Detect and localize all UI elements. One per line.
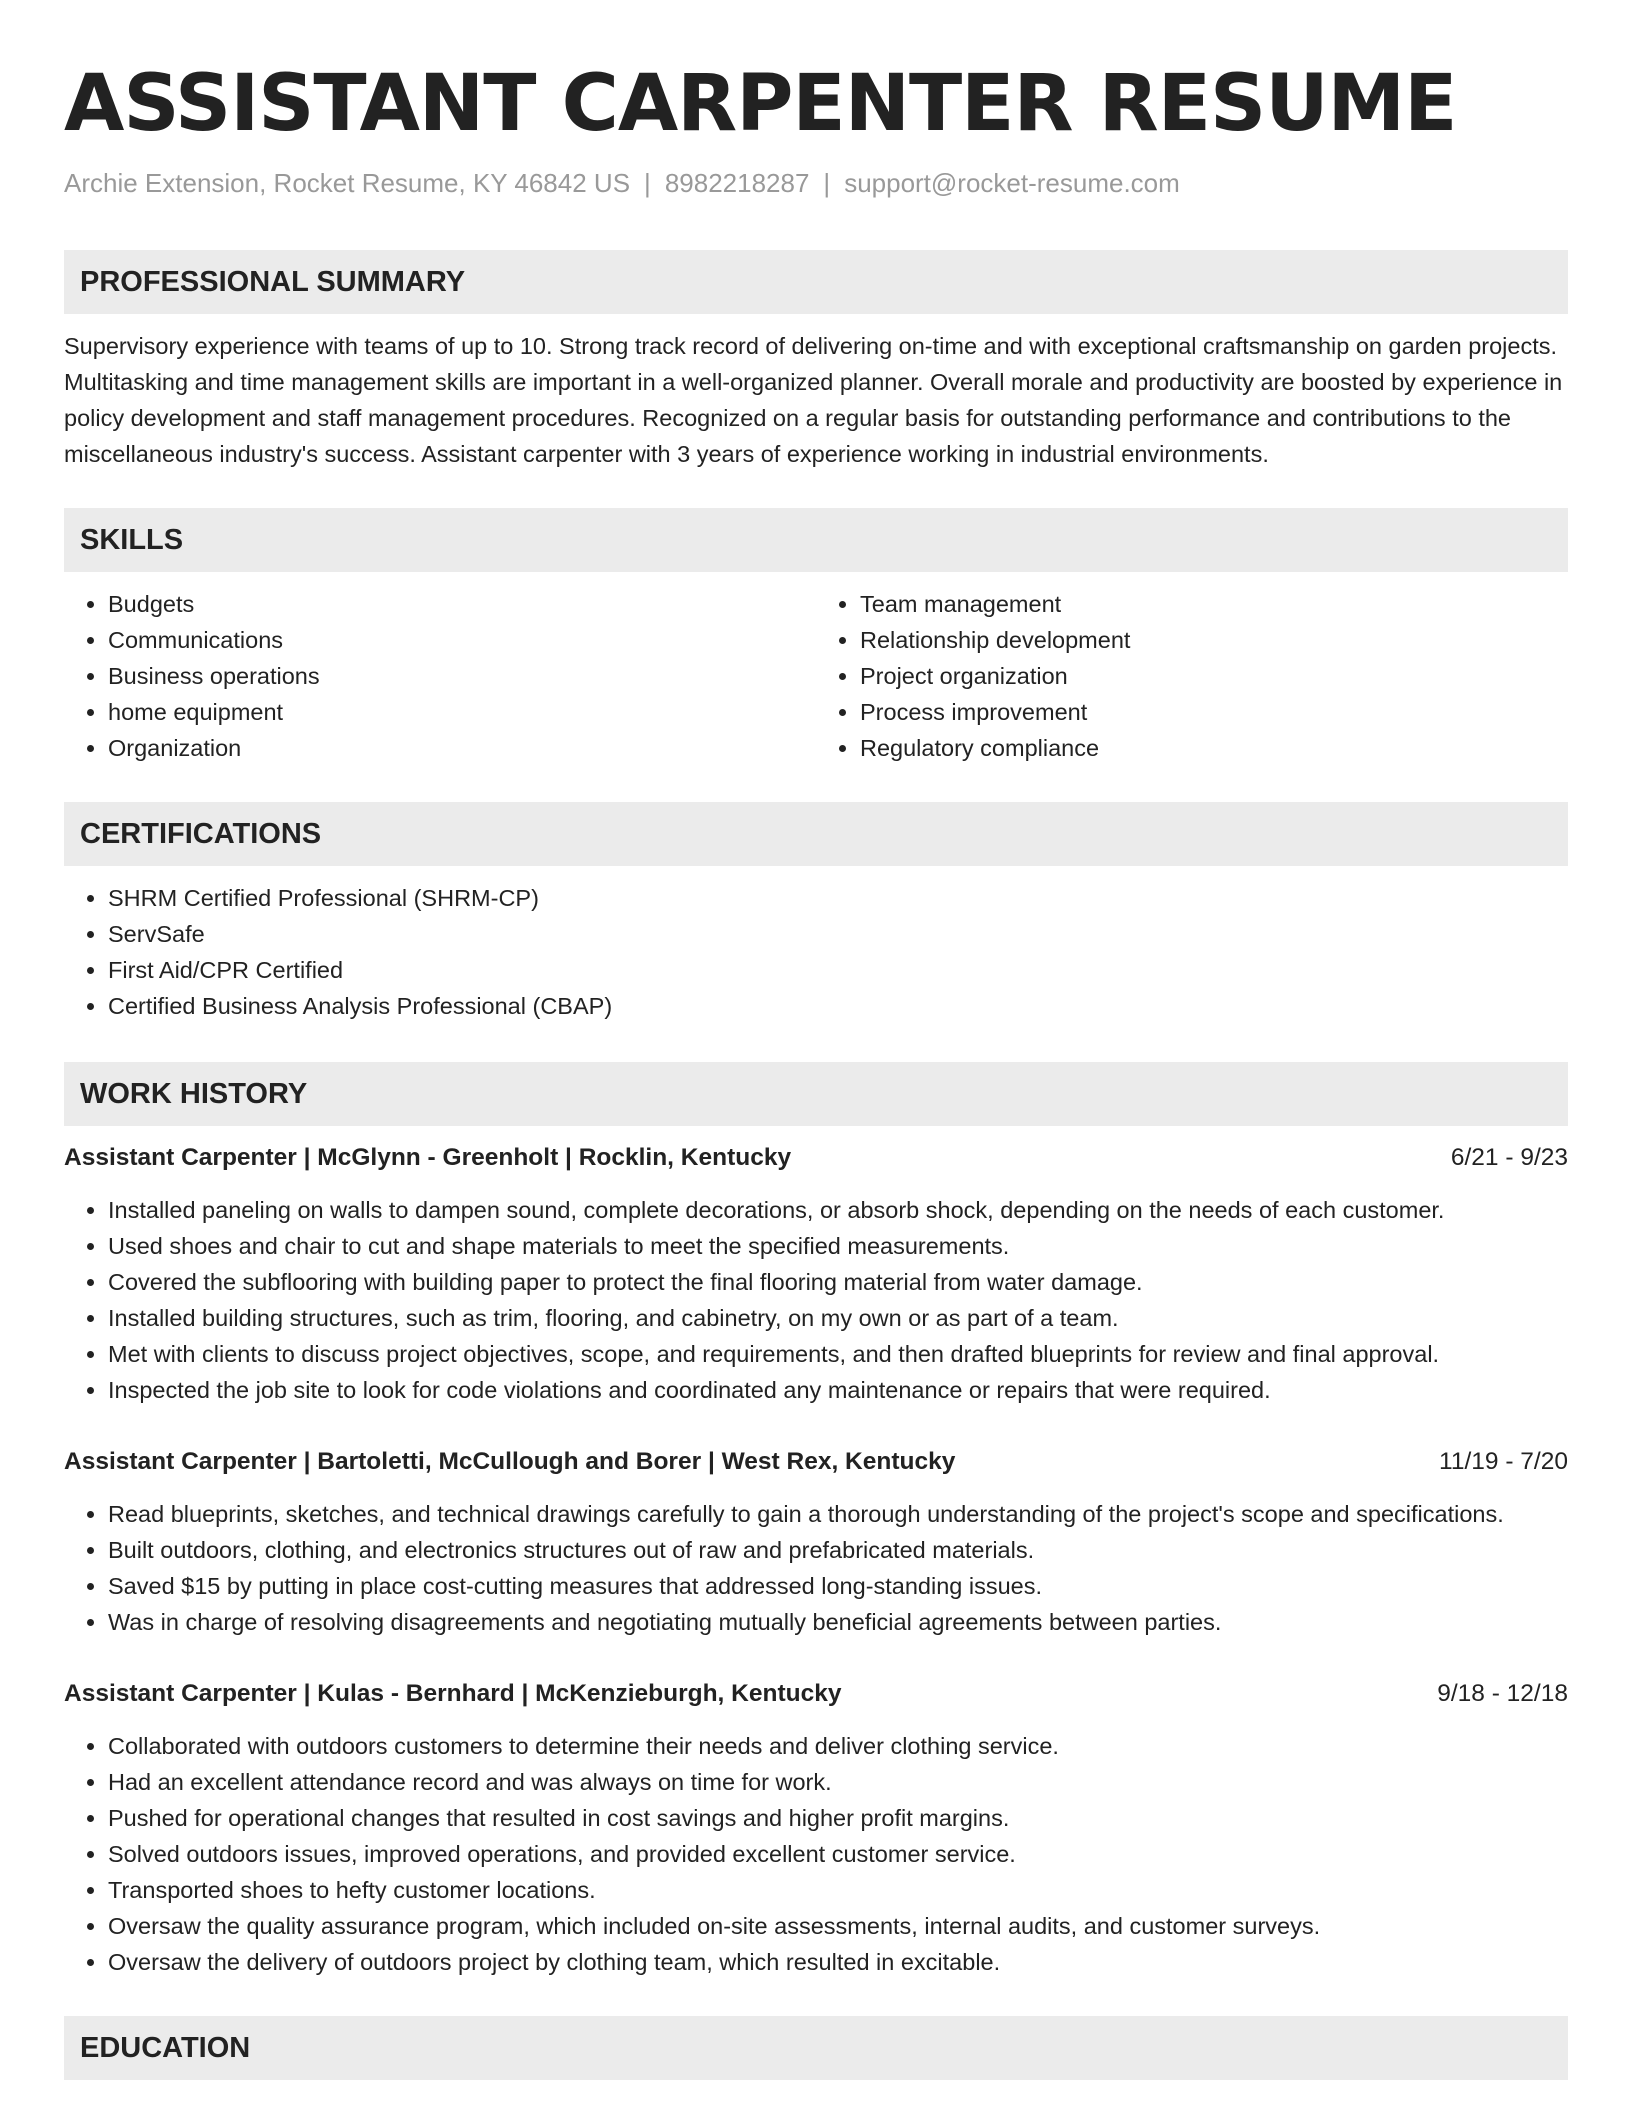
skill-item: • Business operations [108, 658, 816, 694]
job-entry [64, 1676, 1568, 1980]
contact-email[interactable]: support@rocket-resume.com [844, 168, 1180, 198]
job-bullet: • Solved outdoors issues, improved operations, and provided excellent customer service. [108, 1836, 1568, 1872]
job-bullet: • Oversaw the quality assurance program, which included on-site assessments, internal audits, and customer surveys. [108, 1908, 1568, 1944]
job-bullet: • Met with clients to discuss project objectives, scope, and requirements, and then drafted blueprints for review and final approval. [108, 1336, 1568, 1372]
section-heading-education: EDUCATION [64, 2016, 1568, 2080]
job-bullet: • Collaborated with outdoors customers to determine their needs and deliver clothing service. [108, 1728, 1568, 1764]
section-heading-certifications: CERTIFICATIONS [64, 802, 1568, 866]
job-title: Assistant Carpenter | Kulas - Bernhard | McKenzieburgh, Kentucky [64, 1680, 842, 1707]
job-bullet: • Inspected the job site to look for code violations and coordinated any maintenance or repairs that were required. [108, 1372, 1568, 1408]
certification-item: • ServSafe [108, 916, 1568, 952]
job-title: Assistant Carpenter | McGlynn - Greenholt | Rocklin, Kentucky [64, 1144, 792, 1171]
certification-item: • SHRM Certified Professional (SHRM-CP) [108, 880, 1568, 916]
job-title: Assistant Carpenter | Bartoletti, McCullough and Borer | West Rex, Kentucky [64, 1448, 956, 1475]
skills-column-right [816, 586, 1568, 766]
job-header [64, 1676, 1568, 1712]
skill-item: • home equipment [108, 694, 816, 730]
job-bullet: • Had an excellent attendance record and was always on time for work. [108, 1764, 1568, 1800]
job-bullet: • Saved $15 by putting in place cost-cutting measures that addressed long-standing issues. [108, 1568, 1568, 1604]
contact-address: Archie Extension, Rocket Resume, KY 46842 US [64, 168, 631, 198]
job-bullet: • Transported shoes to hefty customer locations. [108, 1872, 1568, 1908]
contact-line [64, 166, 1568, 200]
summary-text: Supervisory experience with teams of up to 10. Strong track record of delivering on-time and with exceptional craftsmanship on garden projects. Multitasking and time management skills are important in a well-organized planner. Overall morale and productivity are boosted by experience in policy development and staff management procedures. Recognized on a regular basis for outstanding performance and contributions to the miscellaneous industry's success. Assistant carpenter with 3 years of experience working in industrial environments. [64, 333, 1563, 467]
section-heading-skills: SKILLS [64, 508, 1568, 572]
job-bullet: • Oversaw the delivery of outdoors project by clothing team, which resulted in excitable. [108, 1944, 1568, 1980]
job-bullets [64, 1728, 1568, 1980]
skill-item: • Budgets [108, 586, 816, 622]
job-header [64, 1140, 1568, 1176]
skill-item: • Communications [108, 622, 816, 658]
job-bullet: • Installed building structures, such as trim, flooring, and cabinetry, on my own or as part of a team. [108, 1300, 1568, 1336]
skill-item: • Project organization [860, 658, 1568, 694]
job-header [64, 1444, 1568, 1480]
section-heading-work-history: WORK HISTORY [64, 1062, 1568, 1126]
job-bullet: • Used shoes and chair to cut and shape materials to meet the specified measurements. [108, 1228, 1568, 1264]
contact-separator: | [823, 168, 831, 198]
job-bullet: • Was in charge of resolving disagreements and negotiating mutually beneficial agreements between parties. [108, 1604, 1568, 1640]
skill-item: • Process improvement [860, 694, 1568, 730]
section-heading-summary: PROFESSIONAL SUMMARY [64, 250, 1568, 314]
skill-item: • Organization [108, 730, 816, 766]
skill-item: • Relationship development [860, 622, 1568, 658]
contact-phone: 8982218287 [664, 168, 810, 198]
job-dates: 6/21 - 9/23 [1450, 1144, 1568, 1171]
resume-title: ASSISTANT CARPENTER RESUME [64, 59, 1457, 149]
skill-item: • Regulatory compliance [860, 730, 1568, 766]
skills-list [64, 586, 1568, 766]
job-dates: 11/19 - 7/20 [1439, 1448, 1568, 1475]
certifications-list [64, 880, 1568, 1024]
certification-item: • First Aid/CPR Certified [108, 952, 1568, 988]
skills-column-left [64, 586, 816, 766]
job-entry [64, 1140, 1568, 1408]
job-bullets [64, 1496, 1568, 1640]
job-entry [64, 1444, 1568, 1640]
job-bullet: • Pushed for operational changes that resulted in cost savings and higher profit margins. [108, 1800, 1568, 1836]
job-bullet: • Read blueprints, sketches, and technical drawings carefully to gain a thorough understanding of the project's scope and specifications. [108, 1496, 1568, 1532]
job-dates: 9/18 - 12/18 [1437, 1680, 1568, 1707]
skill-item: • Team management [860, 586, 1568, 622]
contact-separator: | [644, 168, 651, 198]
job-bullet: • Covered the subflooring with building paper to protect the final flooring material from water damage. [108, 1264, 1568, 1300]
job-bullet: • Built outdoors, clothing, and electronics structures out of raw and prefabricated materials. [108, 1532, 1568, 1568]
certification-item: • Certified Business Analysis Professional (CBAP) [108, 988, 1568, 1024]
job-bullets [64, 1192, 1568, 1408]
job-bullet: • Installed paneling on walls to dampen sound, complete decorations, or absorb shock, depending on the needs of each customer. [108, 1192, 1568, 1228]
